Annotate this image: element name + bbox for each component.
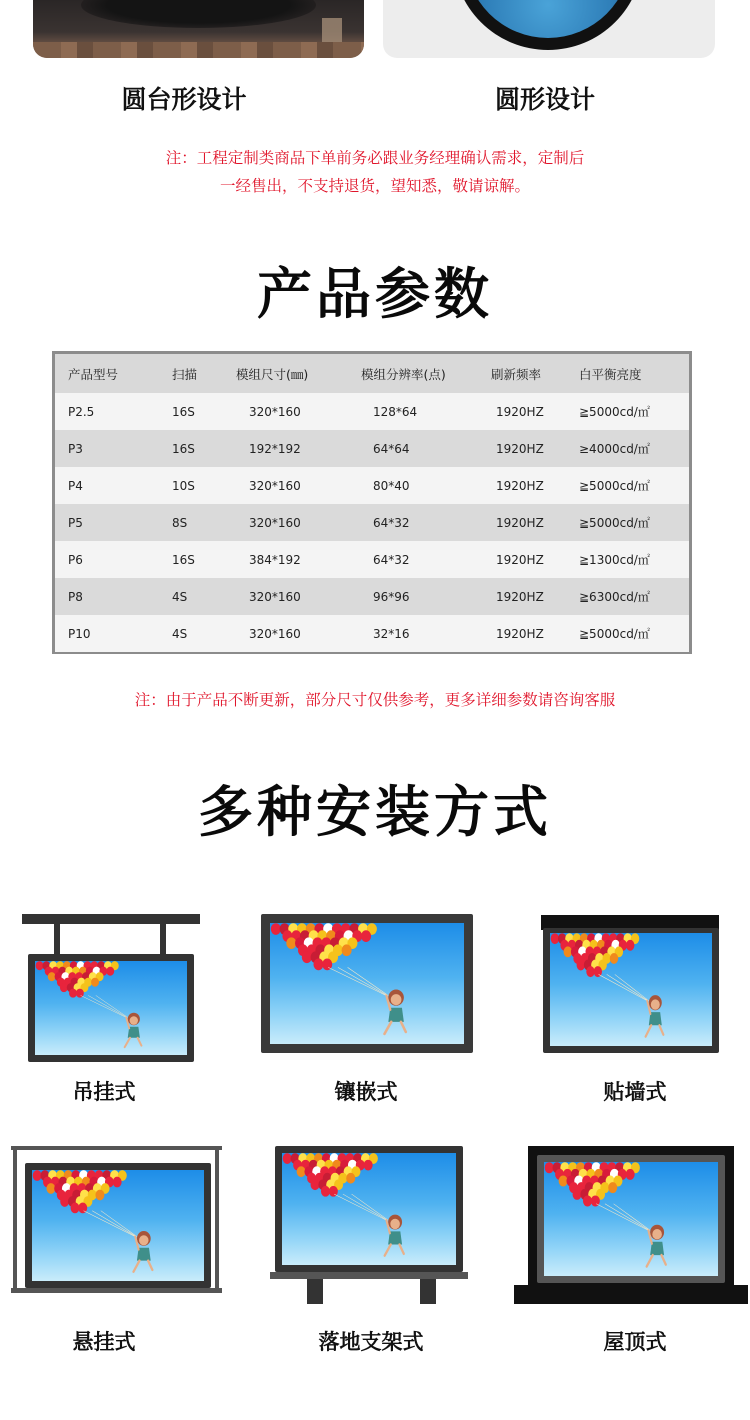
led-screen <box>275 1146 463 1272</box>
module-size-cell: 320*160 <box>249 589 301 604</box>
round-stage-ring <box>81 0 316 28</box>
module-size-cell: 192*192 <box>249 441 301 456</box>
refresh-cell: 1920HZ <box>496 404 544 419</box>
module-size-cell: 320*160 <box>249 626 301 641</box>
balloon-image <box>35 961 187 1055</box>
hanger-rod <box>54 924 60 956</box>
model-cell: P8 <box>68 589 83 604</box>
method-label: 贴墙式 <box>603 1080 667 1104</box>
refresh-cell: 1920HZ <box>496 589 544 604</box>
led-screen <box>25 1163 211 1288</box>
hanger-rod <box>160 924 166 956</box>
custom-order-note-line1: 注：工程定制类商品下单前务必跟业务经理确认需求，定制后 <box>165 149 585 167</box>
refresh-cell: 1920HZ <box>496 478 544 493</box>
frame-bottom <box>11 1288 222 1293</box>
table-row <box>55 578 689 615</box>
scan-cell: 16S <box>172 552 195 567</box>
balloon-image <box>282 1153 456 1265</box>
params-note: 注：由于产品不断更新，部分尺寸仅供参考，更多详细参数请咨询客服 <box>134 691 616 709</box>
refresh-cell: 1920HZ <box>496 626 544 641</box>
led-screen <box>261 914 473 1053</box>
resolution-cell: 32*16 <box>373 626 410 641</box>
brightness-cell: ≧5000cd/㎡ <box>579 627 650 641</box>
module-size-cell: 320*160 <box>249 404 301 419</box>
wood-floor <box>33 42 364 58</box>
frame-side <box>215 1150 219 1292</box>
brightness-cell: ≧1300cd/㎡ <box>579 553 650 567</box>
scan-cell: 8S <box>172 515 188 530</box>
table-header-row <box>55 354 689 393</box>
custom-order-note-line2: 一经售出，不支持退货，望知悉，敬请谅解。 <box>219 177 530 195</box>
header-cell: 模组分辨率(点) <box>361 366 446 382</box>
round-screen-photo <box>383 0 715 58</box>
refresh-cell: 1920HZ <box>496 515 544 530</box>
wall-panel <box>322 18 342 42</box>
module-size-cell: 320*160 <box>249 478 301 493</box>
resolution-cell: 96*96 <box>373 589 410 604</box>
table-row <box>55 467 689 504</box>
header-cell: 刷新频率 <box>491 366 542 382</box>
brightness-cell: ≥4000cd/㎡ <box>579 442 650 456</box>
install-title: 多种安装方式 <box>197 780 552 844</box>
scan-cell: 4S <box>172 589 188 604</box>
header-cell: 产品型号 <box>68 366 119 382</box>
model-cell: P4 <box>68 478 83 493</box>
resolution-cell: 64*32 <box>373 515 410 530</box>
roof-base <box>514 1285 748 1304</box>
led-screen <box>28 954 194 1062</box>
header-cell: 模组尺寸(㎜) <box>236 366 309 382</box>
resolution-cell: 64*64 <box>373 441 410 456</box>
header-cell: 白平衡亮度 <box>579 366 642 382</box>
stand-shelf <box>270 1272 468 1279</box>
method-label: 镶嵌式 <box>334 1080 398 1104</box>
balloon-image <box>550 933 712 1046</box>
model-cell: P6 <box>68 552 83 567</box>
scan-cell: 16S <box>172 441 195 456</box>
round-stage-design-label: 圆台形设计 <box>121 85 247 114</box>
round-stage-photo <box>33 0 364 58</box>
brightness-cell: ≧5000cd/㎡ <box>579 516 650 530</box>
refresh-cell: 1920HZ <box>496 552 544 567</box>
scan-cell: 16S <box>172 404 195 419</box>
led-screen <box>537 1155 725 1283</box>
frame-top <box>11 1146 222 1150</box>
balloon-image <box>32 1170 204 1281</box>
method-label: 悬挂式 <box>72 1330 136 1354</box>
stand-leg <box>307 1279 323 1304</box>
brightness-cell: ≧5000cd/㎡ <box>579 479 650 493</box>
method-label: 吊挂式 <box>72 1080 136 1104</box>
frame-side <box>13 1150 17 1292</box>
table-row <box>55 541 689 578</box>
header-cell: 扫描 <box>172 366 198 382</box>
resolution-cell: 64*32 <box>373 552 410 567</box>
params-title: 产品参数 <box>256 262 493 326</box>
model-cell: P5 <box>68 515 83 530</box>
ceiling-beam <box>22 914 200 924</box>
led-screen <box>543 928 719 1053</box>
scan-cell: 10S <box>172 478 195 493</box>
model-cell: P3 <box>68 441 83 456</box>
model-cell: P2.5 <box>68 404 95 419</box>
balloon-image <box>544 1162 718 1276</box>
brightness-cell: ≧5000cd/㎡ <box>579 405 650 419</box>
stand-leg <box>420 1279 436 1304</box>
table-row <box>55 393 689 430</box>
method-label: 屋顶式 <box>603 1330 667 1354</box>
balloon-image <box>270 923 464 1044</box>
table-row <box>55 504 689 541</box>
module-size-cell: 384*192 <box>249 552 301 567</box>
brightness-cell: ≧6300cd/㎡ <box>579 590 650 604</box>
method-label: 落地支架式 <box>318 1330 424 1354</box>
model-cell: P10 <box>68 626 91 641</box>
scan-cell: 4S <box>172 626 188 641</box>
table-row <box>55 430 689 467</box>
resolution-cell: 128*64 <box>373 404 418 419</box>
resolution-cell: 80*40 <box>373 478 410 493</box>
refresh-cell: 1920HZ <box>496 441 544 456</box>
spec-table <box>52 351 692 654</box>
module-size-cell: 320*160 <box>249 515 301 530</box>
table-row <box>55 615 689 652</box>
round-design-label: 圆形设计 <box>494 85 595 114</box>
